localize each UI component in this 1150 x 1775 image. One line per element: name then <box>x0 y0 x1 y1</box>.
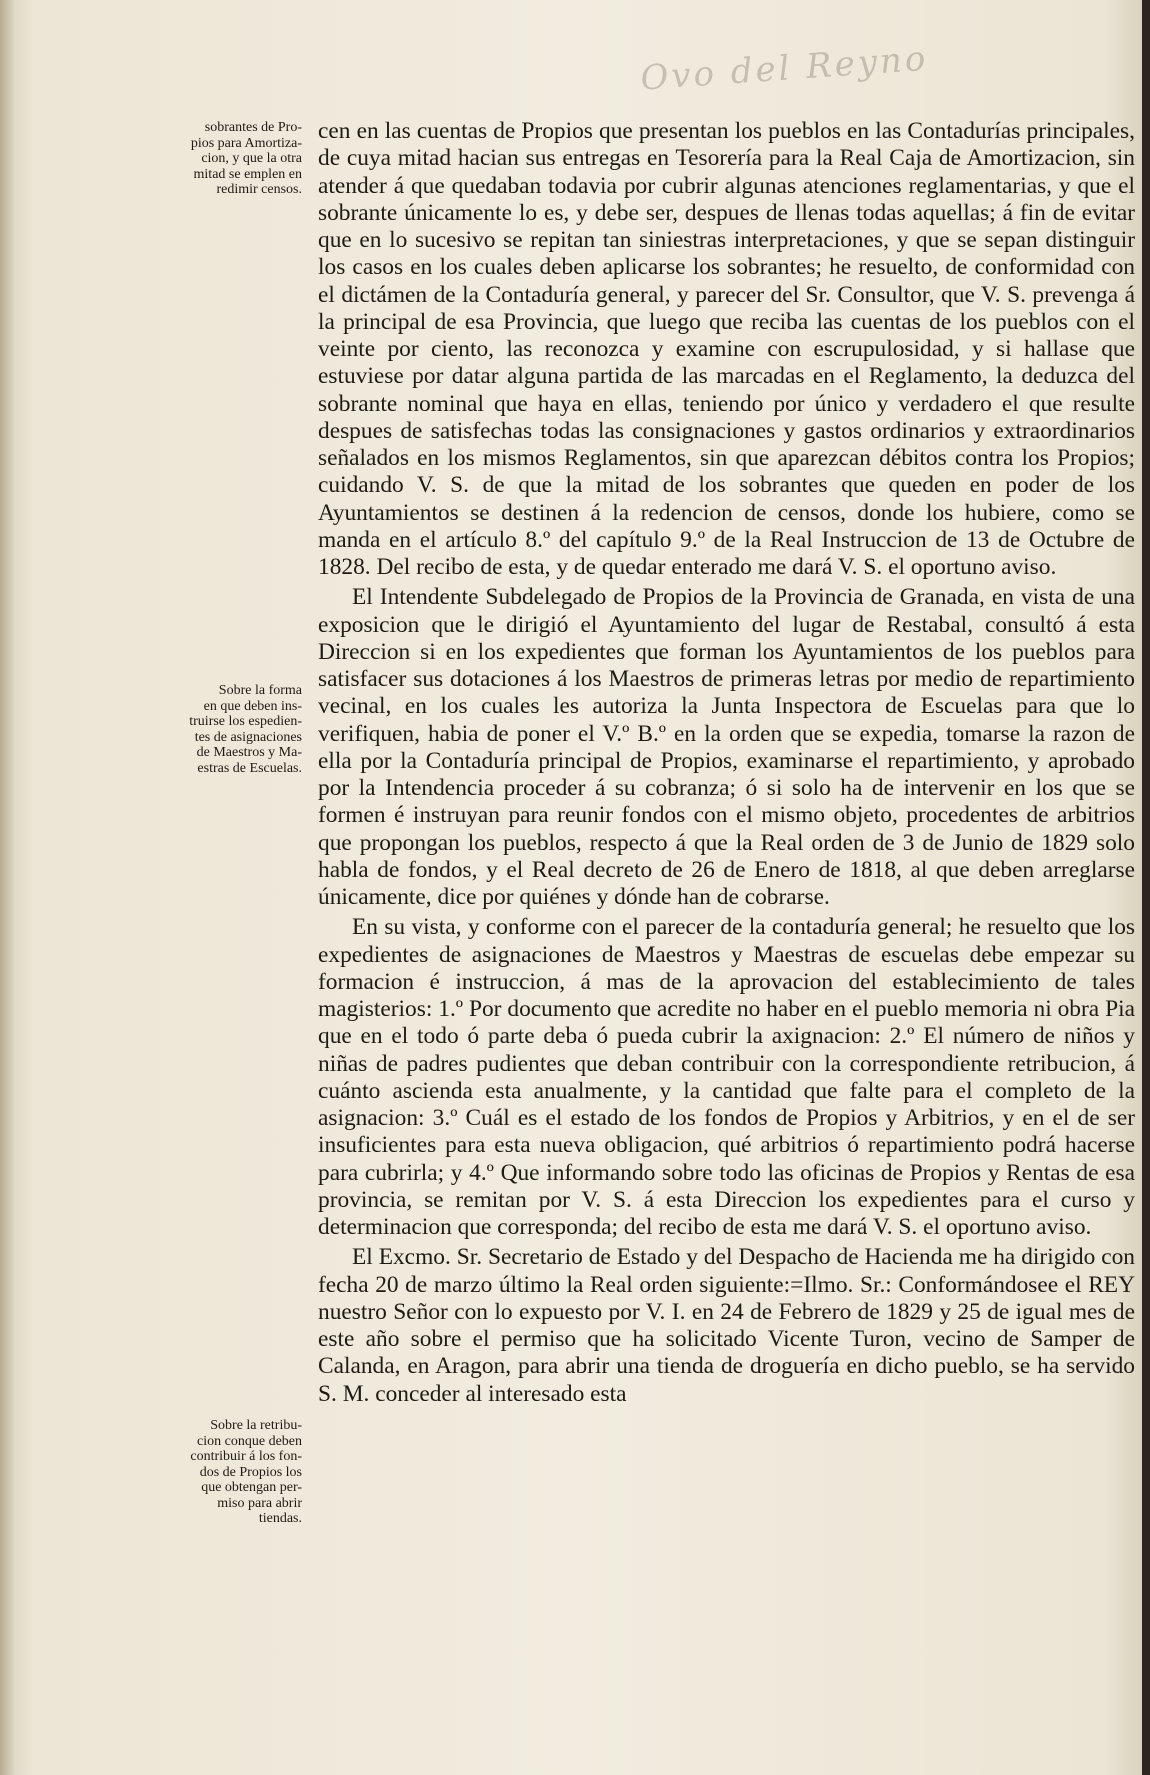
margin-note-line: pios para Amortiza- <box>190 135 302 151</box>
margin-note-line: redimir censos. <box>216 182 302 197</box>
margin-note-line: miso para abrir <box>217 1495 302 1511</box>
margin-note-line: Sobre la retribu- <box>210 1418 302 1433</box>
page-right-edge <box>1142 0 1150 1775</box>
margin-note-line: tes de asignaciones <box>194 729 302 745</box>
margin-note-line: cion conque deben <box>197 1433 302 1449</box>
paragraph-4: El Excmo. Sr. Secretario de Estado y del Despacho de Hacienda me ha dirigido con fecha 20 de marzo último la Real orden siguiente:=Ilmo. Sr.: Conformándosee el REY nuestro Señor con lo expuesto por V. I. en 24 de Febrero de 1829 y 25 de igual mes de este año sobre el permiso que ha solicitado Vicente Turon, vecino de Samper de Calanda, en Aragon, para abrir una tienda de droguería en dicho pueblo, se ha servido S. M. conceder al interesado esta <box>318 1244 1135 1407</box>
margin-note-2 <box>122 683 302 776</box>
margin-note-3 <box>122 1418 302 1527</box>
margin-note-line: estras de Escuelas. <box>197 760 302 776</box>
margin-note-line: cion, y que la otra <box>201 151 302 166</box>
margin-note-line: mitad se emplen en <box>193 166 302 182</box>
page-left-edge <box>0 0 14 1775</box>
margin-note-line: tiendas. <box>258 1511 302 1526</box>
paragraph-1: cen en las cuentas de Propios que presentan los pueblos en las Contadurías principales, de cuya mitad hacian sus entregas en Tesorería para la Real Caja de Amortizacion, sin atender á que quedaban todavia por cubrir algunas atenciones reglamentarias, y que el sobrante únicamente lo es, y debe ser, despues de llenas todas aquellas; á fin de evitar que en lo sucesivo se repitan tan siniestras interpretaciones, y que se sepan distinguir los casos en los cuales deben aplicarse los sobrantes; he resuelto, de conformidad con el dictámen de la Contaduría general, y parecer del Sr. Consultor, que V. S. prevenga á la principal de esa Provincia, que luego que reciba las cuentas de los pueblos con el veinte por ciento, las reconozca y examine con escrupulosidad, y si hallase que estuviese por datar alguna partida de las marcadas en el Reglamento, la deduzca del sobrante nominal que haya en ellas, teniendo por único y verdadero el que resulte despues de satisfechas todas las consignaciones y gastos ordinarios y extraordinarios señalados en los mismos Reglamentos, sin que aparezcan débitos contra los Propios; cuidando V. S. de que la mitad de los sobrantes que queden en poder de los Ayuntamientos se destinen á la redencion de censos, donde los hubiere, como se manda en el artículo 8.º del capítulo 9.º de la Real Instruccion de 13 de Octubre de 1828. Del recibo de esta, y de quedar enterado me dará V. S. el oportuno aviso. <box>318 118 1135 580</box>
margin-note-line: que obtengan per- <box>201 1480 302 1495</box>
margin-note-line: dos de Propios los <box>199 1464 302 1480</box>
margin-note-line: Sobre la forma <box>218 683 302 698</box>
margin-note-line: truirse los espedien- <box>189 714 302 729</box>
margin-note-line: contribuir á los fon- <box>190 1449 302 1464</box>
paragraph-2: El Intendente Subdelegado de Propios de la Provincia de Granada, en vista de una exposicion que le dirigió el Ayuntamiento del lugar de Restabal, consultó á esta Direccion si en los expedientes que forman los Ayuntamientos de los pueblos para satisfacer sus dotaciones á los Maestros de primeras letras por medio de repartimiento vecinal, en los cuales les autoriza la Junta Inspectora de Escuelas para que lo verifiquen, habia de poner el V.º B.º en la orden que se expedia, tomarse la razon de ella por la Contaduría principal de Propios, examinarse el repartimiento, y aprobado por la Intendencia proceder á su cobranza; ó si solo ha de intervenir en los que se formen é instruyan para reunir fondos con el mismo objeto, procedentes de arbitrios que propongan los pueblos, respecto á que la Real orden de 3 de Junio de 1829 solo habla de fondos, y el Real decreto de 26 de Enero de 1818, al que deben arreglarse únicamente, dice por quiénes y dónde han de cobrarse. <box>318 584 1135 910</box>
margin-note-1 <box>122 120 302 198</box>
margin-note-line: sobrantes de Pro- <box>204 120 302 135</box>
margin-note-line: de Maestros y Ma- <box>196 745 302 760</box>
margin-note-line: en que deben ins- <box>203 698 302 714</box>
paragraph-3: En su vista, y conforme con el parecer de la contaduría general; he resuelto que los expedientes de asignaciones de Maestros y Maestras de escuelas debe empezar su formacion é instruccion, á mas de la aprovacion del establecimiento de tales magisterios: 1.º Por documento que acredite no haber en el pueblo memoria ni obra Pia que en el todo ó parte deba ó pueda cubrir la axignacion: 2.º El número de niños y niñas de padres pudientes que deban contribuir con la correspondiente retribucion, á cuánto ascienda esta anualmente, y la cantidad que falte para el completo de la asignacion: 3.º Cuál es el estado de los fondos de Propios y Arbitrios, y en el de ser insuficientes para esta nueva obligacion, qué arbitrios ó repartimiento podrá hacerse para cubrirla; y 4.º Que informando sobre todo las oficinas de Propios y Rentas de esa provincia, se remitan por V. S. á esta Direccion los expedientes para el curso y determinacion que corresponda; del recibo de esta me dará V. S. el oportuno aviso. <box>318 914 1135 1240</box>
handwritten-note: Ovo del Reyno <box>639 38 930 99</box>
main-text <box>318 118 1135 1408</box>
